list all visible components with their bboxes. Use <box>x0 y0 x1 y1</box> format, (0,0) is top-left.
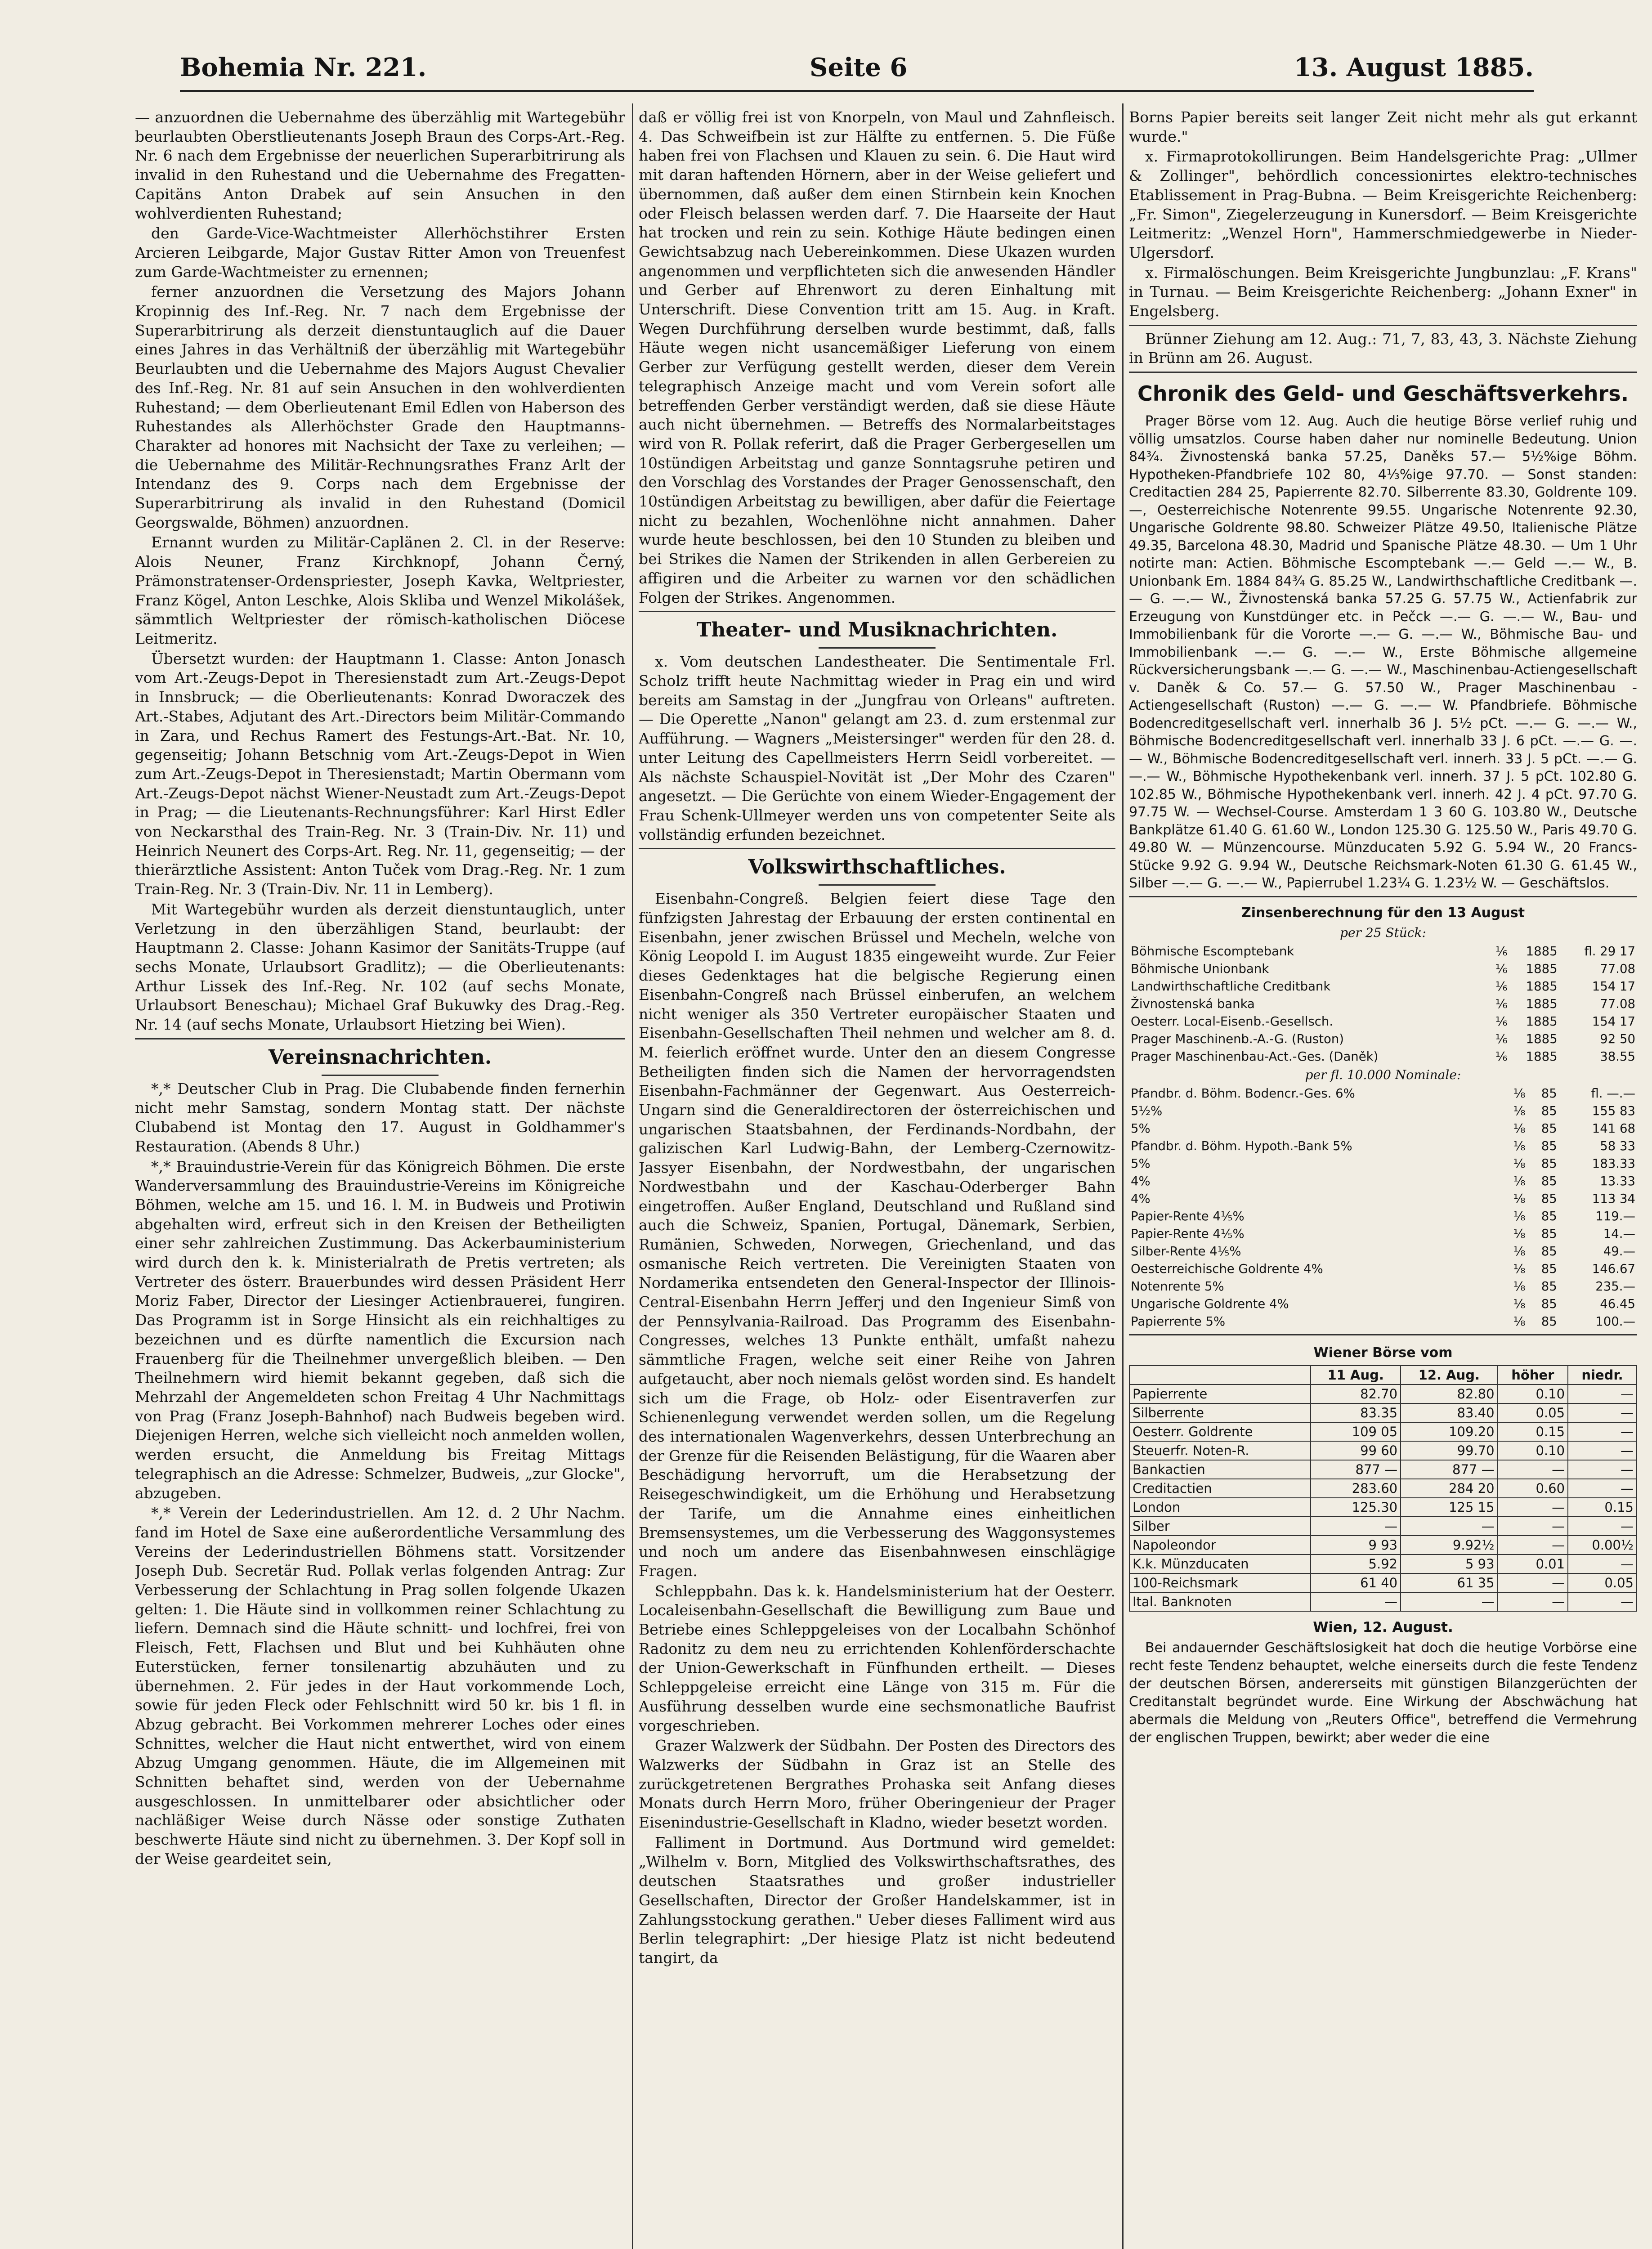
section-heading: Vereinsnachrichten. <box>268 1045 492 1069</box>
security-name: Živnostenská banka <box>1131 997 1255 1012</box>
table-row <box>1129 1208 1637 1225</box>
security-name: Silber <box>1129 1517 1311 1536</box>
year: 85 <box>1541 1103 1557 1118</box>
year: 85 <box>1541 1261 1557 1276</box>
rate-cell: — <box>1401 1592 1497 1611</box>
table-row <box>1129 1048 1637 1066</box>
security-name: 4% <box>1131 1174 1151 1188</box>
table-row <box>1129 1120 1637 1138</box>
rate-cell: 0.00½ <box>1568 1536 1637 1555</box>
table-row <box>1129 1030 1637 1048</box>
paragraph: den Garde-Vice-Wachtmeister Allerhöchstihrer Ersten Arcieren Leibgarde, Major Gustav Ritter Amon von Treuenfest zum Garde-Wachtmeister zu ernennen; <box>135 224 625 281</box>
table-row <box>1129 995 1637 1013</box>
rate-cell: — <box>1568 1422 1637 1441</box>
fraction: ⅛ <box>1513 1296 1526 1311</box>
rate-cell: — <box>1498 1498 1568 1517</box>
paragraph: *,* Brauindustrie-Verein für das Königreich Böhmen. Die erste Wanderversammlung des Brauindustrie-Vereins im Königreiche Böhmen, welche am 15. und 16. l. M. in Budweis und Protiwin abgehalten wird, erfreut sich in den Kreisen der Betheiligten einer sehr zahlreichen Zustimmung. Das Ackerbauministerium wird durch den k. k. Ministerialrath de Pretis vertreten; als Vertreter des österr. Brauerbundes wird dessen Präsident Herr Moriz Faber, Director der Liesinger Actienbrauerei, fungiren. Das Programm ist in Sorge Hinsicht als ein reichhaltiges zu bezeichnen und es dürfte namentlich die Excursion nach Frauenberg für die Theilnehmer unvergeßlich bleiben. — Den Theilnehmern wird hiemit bekannt gegeben, daß sich die Mehrzahl der Angemeldeten schon Freitag 4 Uhr Nachmittags von Prag (Franz Joseph-Bahnhof) nach Budweis begeben wird. Diejenigen Herren, welche sich vielleicht noch anmelden wollen, werden ersucht, die Anmeldung bis Freitag Mittags telegraphisch an die Adresse: Schmelzer, Budweis, „zur Glocke", abzugeben. <box>135 1157 625 1502</box>
paragraph: Falliment in Dortmund. Aus Dortmund wird gemeldet: „Wilhelm v. Born, Mitglied des Volkswirthschaftsrathes, des deutschen Staatsrathes und großer industrieller Gesellschaften, Director der Großer Handelskammer, ist in Zahlungsstockung gerathen." Ueber dieses Falliment wird aus Berlin telegraphirt: „Der hiesige Platz ist nicht bedeutend tangirt, da <box>639 1833 1115 1967</box>
fraction: ⅙ <box>1495 1049 1508 1064</box>
interest-table-subtitle: per fl. 10.000 Nominale: <box>1305 1067 1461 1083</box>
rate-cell: 9 93 <box>1311 1536 1401 1555</box>
vienna-report: Bei andauernder Geschäftslosigkeit hat doch die heutige Vorbörse eine recht feste Tendenz behauptet, welche einerseits durch die feste Tendenz der deutschen Börsen, andererseits mit günstigen Bilanzgerüchten der Creditanstalt begründet wurde. Eine Wirkung der Abschwächung hat abermals die Meldung von „Reuters Office", betreffend die Vermehrung der englischen Truppen, bewirkt; aber weder die eine <box>1129 1640 1637 1746</box>
rate-cell: 877 — <box>1401 1460 1497 1479</box>
table-row <box>1129 1190 1637 1208</box>
rate-cell: — <box>1498 1536 1568 1555</box>
fraction: ⅛ <box>1513 1209 1526 1223</box>
fraction: ⅙ <box>1495 997 1508 1012</box>
security-name: Papier-Rente 4⅕% <box>1131 1226 1245 1241</box>
rate-cell: 99.70 <box>1401 1441 1497 1460</box>
year: 1885 <box>1526 1014 1558 1029</box>
fraction: ⅛ <box>1513 1121 1526 1136</box>
fraction: ⅛ <box>1513 1279 1526 1294</box>
rate-cell: 9.92½ <box>1401 1536 1497 1555</box>
rate-cell: 0.60 <box>1498 1479 1568 1498</box>
table-row <box>1129 1441 1637 1460</box>
rate-cell: 125.30 <box>1311 1498 1401 1517</box>
rate-cell: 0.10 <box>1498 1441 1568 1460</box>
section-rule <box>135 1038 625 1039</box>
rate-cell: 82.70 <box>1311 1384 1401 1403</box>
column-divider <box>1122 103 1124 2249</box>
vienna-report-title: Wien, 12. August. <box>1313 1619 1453 1636</box>
table-row <box>1129 978 1637 995</box>
security-name: 5½% <box>1131 1103 1163 1118</box>
rate-cell: — <box>1568 1460 1637 1479</box>
table-row <box>1129 1155 1637 1173</box>
rate-cell: 283.60 <box>1311 1479 1401 1498</box>
section-rule <box>639 611 1115 612</box>
table-row <box>1129 1243 1637 1260</box>
fraction: ⅙ <box>1495 979 1508 994</box>
security-name: Böhmische Escomptebank <box>1131 944 1294 959</box>
interest-value: 38.55 <box>1600 1049 1635 1064</box>
year: 85 <box>1541 1138 1557 1153</box>
interest-value: 141 68 <box>1592 1121 1635 1136</box>
vienna-exchange-title: Wiener Börse vom <box>1313 1344 1453 1361</box>
rate-cell: 83.40 <box>1401 1403 1497 1422</box>
security-name: Böhmische Unionbank <box>1131 962 1269 977</box>
paragraph: — anzuordnen die Uebernahme des überzählig mit Wartegebühr beurlaubten Oberstlieutenants Joseph Braun des Corps-Art.-Reg. Nr. 6 nach dem Ergebnisse der neuerlichen Superarbitrirung als invalid in den Ruhestand und die Uebernahme des Fregatten-Capitäns Anton Drabek auf sein Ansuchen in den wohlverdienten Ruhestand; <box>135 108 625 222</box>
security-name: Papier-Rente 4⅕% <box>1131 1209 1245 1223</box>
interest-value: 58 33 <box>1600 1138 1635 1153</box>
table-row <box>1129 1422 1637 1441</box>
interest-value: 113 34 <box>1592 1191 1635 1206</box>
fraction: ⅛ <box>1513 1156 1526 1171</box>
security-name: Oesterr. Local-Eisenb.-Gesellsch. <box>1131 1014 1334 1029</box>
year: 85 <box>1541 1086 1557 1101</box>
fraction: ⅛ <box>1513 1226 1526 1241</box>
column-2 <box>639 108 1115 2249</box>
interest-value: 183.33 <box>1592 1156 1635 1171</box>
interest-value: 13.33 <box>1600 1174 1635 1188</box>
section-heading: Volkswirthschaftliches. <box>748 856 1006 879</box>
table-row <box>1129 1536 1637 1555</box>
year: 85 <box>1541 1121 1557 1136</box>
section-rule <box>322 1075 439 1076</box>
table-row <box>1129 1460 1637 1479</box>
column-header: 12. Aug. <box>1401 1366 1497 1384</box>
page-number: Seite 6 <box>810 53 908 82</box>
column-3 <box>1129 108 1637 2249</box>
rate-cell: — <box>1498 1460 1568 1479</box>
security-name: 5% <box>1131 1121 1151 1136</box>
rate-cell: 83.35 <box>1311 1403 1401 1422</box>
table-row <box>1129 1138 1637 1155</box>
year: 85 <box>1541 1226 1557 1241</box>
year: 85 <box>1541 1244 1557 1259</box>
security-name: Silberrente <box>1129 1403 1311 1422</box>
security-name: 5% <box>1131 1156 1151 1171</box>
page-header <box>180 43 1534 92</box>
year: 85 <box>1541 1191 1557 1206</box>
section-rule <box>1129 372 1637 373</box>
rate-cell: 82.80 <box>1401 1384 1497 1403</box>
newspaper-title: Bohemia Nr. 221. <box>180 53 427 82</box>
rate-cell: 109 05 <box>1311 1422 1401 1441</box>
paragraph: *,* Verein der Lederindustriellen. Am 12. d. 2 Uhr Nachm. fand im Hotel de Saxe eine außerordentliche Versammlung des Vereins der Lederindustriellen Böhmens statt. Vorsitzender Joseph Dub. Secretär Rud. Pollak verlas folgenden Antrag: Zur Verbesserung der Schlachtung in Prag sollen folgende Ukazen gelten: 1. Die Häute sind in vollkommen reiner Schlachtung zu liefern. Demnach sind die Häute schnitt- und lochfrei, frei von Fleisch, Fett, Flachsen und Blut und bei Kuhhäuten ohne Euterstücken, ferner tonsilenartig abzuhäuten und zu übernehmen. 2. Für jedes in der Haut vorkommende Loch, sowie für jeden Fleck oder Fehlschnitt wird 50 kr. bis 1 fl. in Abzug gebracht. Bei Vorkommen mehrerer Loches oder eines Schnittes, welcher die Haut nicht entwerthet, wird von einem Abzug Umgang genommen. Häute, die im Allgemeinen mit Schnitten behaftet sind, werden von der Uebernahme ausgeschlossen. In unmittelbarer oder absichtlicher oder nachläßiger Weise durch Nässe oder sonstige Zuthaten beschwerte Häute sind nicht zu übernehmen. 3. Der Kopf soll in der Weise geardeitet sein, <box>135 1504 625 1868</box>
paragraph: Brünner Ziehung am 12. Aug.: 71, 7, 83, 43, 3. Nächste Ziehung in Brünn am 26. August. <box>1129 330 1637 367</box>
interest-value: 119.— <box>1595 1209 1635 1223</box>
column-1 <box>135 108 625 2249</box>
security-name: Ital. Banknoten <box>1129 1592 1311 1611</box>
interest-value: 155 83 <box>1592 1103 1635 1118</box>
security-name: K.k. Münzducaten <box>1129 1555 1311 1573</box>
table-row <box>1129 1173 1637 1190</box>
interest-table-subtitle: per 25 Stück: <box>1340 925 1426 941</box>
table-row <box>1129 1102 1637 1120</box>
fraction: ⅛ <box>1513 1244 1526 1259</box>
interest-table-shares <box>1129 943 1637 1066</box>
rate-cell: — <box>1311 1517 1401 1536</box>
table-row <box>1129 1313 1637 1331</box>
table-row <box>1129 1225 1637 1243</box>
section-rule <box>819 884 936 886</box>
table-row <box>1129 1278 1637 1295</box>
table-row <box>1129 1517 1637 1536</box>
rate-cell: 0.15 <box>1498 1422 1568 1441</box>
section-heading: Chronik des Geld- und Geschäftsverkehrs. <box>1137 381 1629 406</box>
fraction: ⅛ <box>1513 1138 1526 1153</box>
rate-cell: — <box>1498 1517 1568 1536</box>
rate-cell: 109.20 <box>1401 1422 1497 1441</box>
security-name: Oesterr. Goldrente <box>1129 1422 1311 1441</box>
paragraph: daß er völlig frei ist von Knorpeln, von Maul und Zahnfleisch. 4. Das Schweifbein ist zur Hälfte zu entfernen. 5. Die Füße haben frei von Flachsen und Klauen zu sein. 6. Die Haut wird mit daran haftenden Hörnern, aber in der Weise geliefert und übernommen, daß außer dem einen Stirnbein kein Knochen oder Fleisch belassen werden darf. 7. Die Haarseite der Haut hat trocken und rein zu sein. Kothige Häute bedingen einen Gewichtsabzug nach Uebereinkommen. Diese Ukazen wurden angenommen und verpflichteten sich die anwesenden Händler und Gerber auf Ehrenwort zu deren Einhaltung mit Unterschrift. Diese Convention tritt am 15. Aug. in Kraft. Wegen Durchführung derselben wurde bestimmt, daß, falls Häute wegen nicht usancemäßiger Lieferung von einem Gerber zur Verfügung gestellt werden, dieser dem Verein telegraphisch Anzeige macht und vom Verein sofort alle betreffenden Gerber verständigt werden, daß sie diese Häute auch nicht übernehmen. — Betreffs des Normalarbeitstages wird von R. Pollak referirt, daß die Prager Gerbergesellen um 10stündigen Arbeitstag und ganze Sonntagsruhe petiren und den Vorschlag des Vorstandes der Prager Genossenschaft, den 10stündigen Arbeitstag zu bewilligen, aber dafür die Feiertage nicht zu bezahlen, Wochenlöhne nicht annahmen. Daher wurde heute beschlossen, bei den 10 Stunden zu bleiben und bei Strikes die Namen der Strikenden in allen Gerbereien zu affigiren und die Arbeiter zu warnen vor den schädlichen Folgen der Strikes. Angenommen. <box>639 108 1115 606</box>
vienna-exchange-table <box>1129 1365 1637 1612</box>
table-row <box>1129 1384 1637 1403</box>
security-name: 100-Reichsmark <box>1129 1573 1311 1592</box>
paragraph: x. Firmalöschungen. Beim Kreisgerichte Jungbunzlau: „F. Krans" in Turnau. — Beim Kreisgerichte Reichenberg: „Johann Exner" in Engelsberg. <box>1129 264 1637 320</box>
table-row <box>1129 1013 1637 1030</box>
fraction: ⅛ <box>1513 1261 1526 1276</box>
table-row <box>1129 960 1637 978</box>
year: 1885 <box>1526 979 1558 994</box>
year: 85 <box>1541 1209 1557 1223</box>
security-name: Oesterreichische Goldrente 4% <box>1131 1261 1323 1276</box>
interest-value: fl. —.— <box>1591 1086 1635 1101</box>
paragraph: ferner anzuordnen die Versetzung des Majors Johann Kropinnig des Inf.-Reg. Nr. 7 nach dem Ergebnisse der Superarbitrirung als derzeit dienstuntauglich auf die Dauer eines Jahres in das Verhältniß der überzählig mit Wartegebühr Beurlaubten und die Uebernahme des Majors August Chevalier des Inf.-Reg. Nr. 81 auf sein Ansuchen in den wohlverdienten Ruhestand; — dem Oberlieutenant Emil Edlen von Haberson des Ruhestandes als Allerhöchster Grade den Hauptmanns-Charakter ad honores mit Nachsicht der Taxe zu verleihen; — die Uebernahme des Militär-Rechnungsrathes Franz Arlt der Intendanz des 9. Corps nach dem Ergebnisse der Superarbitrirung als invalid in den Ruhestand (Domicil Georgswalde, Böhmen) anzuordnen. <box>135 283 625 531</box>
table-row <box>1129 1479 1637 1498</box>
table-row <box>1129 1295 1637 1313</box>
interest-value: 146.67 <box>1592 1261 1635 1276</box>
market-report: Prager Börse vom 12. Aug. Auch die heutige Börse verlief ruhig und völlig umsatzlos. Course haben daher nur nominelle Bedeutung. Union 84¾. Živnostenská banka 57.25, Daněks 57.— 5½%ige Böhm. Hypotheken-Pfandbriefe 102 80, 4⅓%ige 97.70. — Sonst standen: Creditactien 284 25, Papierrente 82.70. Silberrente 83.30, Goldrente 109.—, Oesterreichische Notenrente 99.55. Ungarische Notenrente 92.30, Ungarische Goldrente 98.80. Schweizer Plätze 49.50, Italienische Plätze 49.35, Barcelona 48.30, Madrid und Spanische Plätze 48.30. — Um 1 Uhr notirte man: Actien. Böhmische Escomptebank —.— Geld —.— W., B. Unionbank Em. 1884 84¾ G. 85.25 W., Landwirthschaftliche Creditbank —.— G. —.— W., Živnostenská banka 57.25 G. 57.75 W., Actienfabrik zur Erzeugung von Kunstdünger etc. in Pečck —.— G. —.— W., Bau- und Immobilienbank für die Vororte —.— G. —.— W., Böhmische Bau- und Immobilienbank —.— G. —.— W., Erste Böhmische allgemeine Rückversicherungsbank —.— G. —.— W., Maschinenbau-Actiengesellschaft v. Daněk & Co. 57.— G. 57.50 W., Prager Maschinenbau - Actiengesellschaft (Ruston) —.— G. —.— W. Pfandbriefe. Böhmische Bodencreditgesellschaft verl. innerhalb 36 J. 5½ pCt. —.— G. —.— W., Böhmische Bodencreditgesellschaft verl. innerhalb 33 J. 6 pCt. —.— G. —.— W., Böhmische Bodencreditgesellschaft verl. innerh. 33 J. 5 pCt. —.— G. —.— W., Böhmische Hypothekenbank verl. innerh. 37 J. 5 pCt. 102.80 G. 102.85 W., Böhmische Hypothekenbank verl. innerh. 42 J. 4 pCt. 97.70 G. 97.75 W. — Wechsel-Course. Amsterdam 1 3 60 G. 103.80 W., Deutsche Bankplätze 61.40 G. 61.60 W., London 125.30 G. 125.50 W., Paris 49.70 G. 49.80 W. — Münzencourse. Münzducaten 5.92 G. 5.94 W., 20 Francs-Stücke 9.92 G. 9.94 W., Deutsche Reichsmark-Noten 61.30 G. 61.45 W., Silber —.— G. —.— W., Papierrubel 1.23¼ G. 1.23½ W. — Geschäftslos. <box>1129 413 1637 892</box>
security-name: London <box>1129 1498 1311 1517</box>
rate-cell: 284 20 <box>1401 1479 1497 1498</box>
column-header: 11 Aug. <box>1311 1366 1401 1384</box>
section-rule <box>819 647 936 649</box>
year: 1885 <box>1526 997 1558 1012</box>
rate-cell: 0.05 <box>1498 1403 1568 1422</box>
security-name: Papierrente <box>1129 1384 1311 1403</box>
paragraph: Borns Papier bereits seit langer Zeit nicht mehr als gut erkannt wurde." <box>1129 108 1637 145</box>
interest-value: 235.— <box>1595 1279 1635 1294</box>
security-name: Silber-Rente 4⅕% <box>1131 1244 1241 1259</box>
security-name: Pfandbr. d. Böhm. Bodencr.-Ges. 6% <box>1131 1086 1355 1101</box>
table-row <box>1129 943 1637 960</box>
rate-cell: — <box>1568 1384 1637 1403</box>
rate-cell: — <box>1311 1592 1401 1611</box>
rate-cell: 0.01 <box>1498 1555 1568 1573</box>
paragraph: Übersetzt wurden: der Hauptmann 1. Classe: Anton Jonasch vom Art.-Zeugs-Depot in Theresienstadt zum Art.-Zeugs-Depot in Innsbruck; — die Oberlieutenants: Konrad Dworaczek des Art.-Stabes, Adjutant des Art.-Directors beim Militär-Commando in Zara, und Rechus Ramert des Festungs-Art.-Bat. Nr. 10, gegenseitig; Johann Betschnig vom Art.-Zeugs-Depot in Wien zum Art.-Zeugs-Depot in Theresienstadt; Martin Obermann vom Art.-Zeugs-Depot nächst Wiener-Neustadt zum Art.-Zeugs-Depot in Prag; — die Lieutenants-Rechnungsführer: Karl Hirst Edler von Neckarsthal des Train-Reg. Nr. 3 (Train-Div. Nr. 11) und Heinrich Neunert des Corps-Art. Reg. Nr. 11, gegenseitig; — der thierärztliche Assistent: Anton Tuček vom Drag.-Reg. Nr. 1 zum Train-Reg. Nr. 3 (Train-Div. Nr. 11 in Lemberg). <box>135 650 625 898</box>
fraction: ⅙ <box>1495 1014 1508 1029</box>
rate-cell: 61 40 <box>1311 1573 1401 1592</box>
rate-cell: 0.10 <box>1498 1384 1568 1403</box>
rate-cell: — <box>1498 1592 1568 1611</box>
interest-value: 49.— <box>1603 1244 1635 1259</box>
column-divider <box>632 103 633 2249</box>
fraction: ⅛ <box>1513 1086 1526 1101</box>
fraction: ⅙ <box>1495 962 1508 977</box>
security-name: Creditactien <box>1129 1479 1311 1498</box>
section-rule <box>1129 1334 1637 1335</box>
interest-table-title: Zinsenberechnung für den 13 August <box>1241 905 1525 921</box>
fraction: ⅙ <box>1495 1032 1508 1047</box>
security-name: Steuerfr. Noten-R. <box>1129 1441 1311 1460</box>
security-name: Bankactien <box>1129 1460 1311 1479</box>
section-rule <box>1129 325 1637 326</box>
interest-table-bonds <box>1129 1085 1637 1331</box>
year: 85 <box>1541 1279 1557 1294</box>
fraction: ⅛ <box>1513 1314 1526 1329</box>
fraction: ⅙ <box>1495 944 1508 959</box>
section-rule <box>1129 896 1637 897</box>
paragraph: Ernannt wurden zu Militär-Caplänen 2. Cl. in der Reserve: Alois Neuner, Franz Kirchknopf, Johann Černý, Prämonstratenser-Ordenspriester, Joseph Kavka, Weltpriester, Franz Kögel, Anton Leschke, Alois Skliba und Wenzel Mikolášek, sämmtlich Weltpriester der römisch-katholischen Diöcese Leitmeritz. <box>135 533 625 647</box>
paragraph: *,* Deutscher Club in Prag. Die Clubabende finden fernerhin nicht mehr Samstag, sondern Montag statt. Der nächste Clubabend ist Montag den 17. August in Goldhammer's Restauration. (Abends 8 Uhr.) <box>135 1080 625 1155</box>
year: 1885 <box>1526 1049 1558 1064</box>
section-rule <box>639 848 1115 849</box>
rate-cell: 5.92 <box>1311 1555 1401 1573</box>
rate-cell: — <box>1568 1479 1637 1498</box>
security-name: Napoleondor <box>1129 1536 1311 1555</box>
fraction: ⅛ <box>1513 1174 1526 1188</box>
year: 85 <box>1541 1296 1557 1311</box>
interest-value: 77.08 <box>1600 962 1635 977</box>
rate-cell: — <box>1498 1573 1568 1592</box>
table-row <box>1129 1555 1637 1573</box>
interest-value: 92 50 <box>1600 1032 1635 1047</box>
interest-value: 154 17 <box>1592 979 1635 994</box>
column-header <box>1129 1366 1311 1384</box>
year: 1885 <box>1526 944 1558 959</box>
interest-value: 14.— <box>1603 1226 1635 1241</box>
year: 85 <box>1541 1156 1557 1171</box>
year: 85 <box>1541 1174 1557 1188</box>
paragraph: Grazer Walzwerk der Südbahn. Der Posten des Directors des Walzwerks der Südbahn in Graz ist an Stelle des zurückgetretenen Bergrathes Prohaska seit Anfang dieses Monats durch Herrn Moro, früher Oberingenieur der Prager Eisenindustrie-Gesellschaft in Kladno, wieder besetzt worden. <box>639 1737 1115 1832</box>
issue-date: 13. August 1885. <box>1294 53 1534 82</box>
security-name: Prager Maschinenb.-A.-G. (Ruston) <box>1131 1032 1344 1047</box>
security-name: Ungarische Goldrente 4% <box>1131 1296 1289 1311</box>
year: 85 <box>1541 1314 1557 1329</box>
paragraph: x. Vom deutschen Landestheater. Die Sentimentale Frl. Scholz trifft heute Nachmittag wieder in Prag ein und wird bereits am Samstag in der „Jungfrau von Orleans" auftreten. — Die Operette „Nanon" gelangt am 23. d. zum erstenmal zur Aufführung. — Wagners „Meistersinger" werden für den 28. d. unter Leitung des Capellmeisters Herrn Seidl vorbereitet. — Als nächste Schauspiel-Novität ist „Der Mohr des Czaren" angesetzt. — Die Gerüchte von einem Wieder-Engagement der Frau Schenk-Ullmeyer werden uns von competenter Seite als vollständig erfunden bezeichnet. <box>639 653 1115 843</box>
column-header: höher <box>1498 1366 1568 1384</box>
paragraph: Schleppbahn. Das k. k. Handelsministerium hat der Oesterr. Localeisenbahn-Gesellschaft die Bewilligung zum Baue und Betriebe eines Schleppgeleises von der Localbahn Schönhof Radonitz zu dem neu zu errichtenden Kohlenförderschachte der Union-Gewerkschaft in Fünfhunden ertheilt. — Dieses Schleppgeleise erreicht eine Länge von 315 m. Für die Ausführung desselben wurde eine sechsmonatliche Baufrist vorgeschrieben. <box>639 1582 1115 1734</box>
rate-cell: 0.15 <box>1568 1498 1637 1517</box>
fraction: ⅛ <box>1513 1103 1526 1118</box>
year: 1885 <box>1526 962 1558 977</box>
security-name: Landwirthschaftliche Creditbank <box>1131 979 1331 994</box>
paragraph: Eisenbahn-Congreß. Belgien feiert diese Tage den fünfzigsten Jahrestag der Erbauung der ersten continental en Eisenbahn, jener zwischen Brüssel und Mecheln, welche von König Leopold I. im August 1835 eingeweiht wurde. Zur Feier dieses Gedenktages hat die belgische Regierung einen Eisenbahn-Congreß nach Brüssel einberufen, an welchem nicht weniger als 350 Vertreter europäischer Staaten und Eisenbahn-Gesellschaften Theil nehmen und welcher am 8. d. M. feierlich eröffnet wurde. Unter den an diesem Congresse Betheiligten finden sich die Namen der hervorragendsten Eisenbahn-Fachmänner der Gegenwart. Aus Oesterreich-Ungarn sind die Generaldirectoren der österreichischen und ungarischen Staatsbahnen, der Ferdinands-Nordbahn, der galizischen Karl Ludwig-Bahn, der Lemberg-Czernowitz-Jassyer Eisenbahn, der Nordwestbahn, der ungarischen Nordwestbahn und der Kaschau-Oderberger Bahn eingetroffen. Außer England, Deutschland und Rußland sind auch die Schweiz, Spanien, Portugal, Dänemark, Serbien, Rumänien, Schweden, Norwegen, Griechenland, und das osmanische Reich vertreten. Die Vereinigten Staaten von Nordamerika entsendeten den General-Inspector der Illinois-Central-Eisenbahn Herrn Jefferj und den Ingenieur Simß von der Pennsylvania-Railroad. Das Programm des Eisenbahn-Congresses, welches 13 Punkte enthält, umfaßt nahezu sämmtliche Fragen, welche seit einer Reihe von Jahren aufgetaucht, aber noch niemals gelöst worden sind. Es handelt sich um die Frage, ob Holz- oder Eisentraverfen zur Schienenlegung verwendet werden sollen, um die Regelung des internationalen Wagenverkehrs, dessen Unterbrechung an der Grenze für die Reisenden Belästigung, für die Waaren aber Beschädigung hervorruft, um die Herabsetzung der Reisegeschwindigkeit, um die Erhöhung und Herabsetzung der Tarife, um die Annahme eines einheitlichen Bremsensystemes, um die Verbesserung des Waggonsystemes und noch um andere das Eisenbahnwesen einschlägige Fragen. <box>639 890 1115 1580</box>
rate-cell: — <box>1401 1517 1497 1536</box>
rate-cell: — <box>1568 1441 1637 1460</box>
paragraph: Mit Wartegebühr wurden als derzeit dienstuntauglich, unter Verletzung in den überzähligen Stand, beurlaubt: der Hauptmann 2. Classe: Johann Kasimor der Sanitäts-Truppe (auf sechs Monate, Urlaubsort Gradlitz); — die Oberlieutenants: Arthur Lissek des Inf.-Reg. Nr. 102 (auf sechs Monate, Urlaubsort Beneschau); Michael Graf Bukuwky des Drag.-Reg. Nr. 14 (auf sechs Monate, Urlaubsort Hietzing bei Wien). <box>135 900 625 1034</box>
rate-cell: 99 60 <box>1311 1441 1401 1460</box>
rate-cell: — <box>1568 1555 1637 1573</box>
table-row <box>1129 1260 1637 1278</box>
interest-value: 100.— <box>1595 1314 1635 1329</box>
security-name: Notenrente 5% <box>1131 1279 1224 1294</box>
interest-value: 154 17 <box>1592 1014 1635 1029</box>
year: 1885 <box>1526 1032 1558 1047</box>
security-name: Prager Maschinenbau-Act.-Ges. (Daněk) <box>1131 1049 1379 1064</box>
table-row <box>1129 1085 1637 1102</box>
table-row <box>1129 1573 1637 1592</box>
rate-cell: 877 — <box>1311 1460 1401 1479</box>
rate-cell: 5 93 <box>1401 1555 1497 1573</box>
section-heading: Theater- und Musiknachrichten. <box>696 618 1058 642</box>
rate-cell: 125 15 <box>1401 1498 1497 1517</box>
security-name: 4% <box>1131 1191 1151 1206</box>
interest-value: fl. 29 17 <box>1584 944 1635 959</box>
paragraph: x. Firmaprotokollirungen. Beim Handelsgerichte Prag: „Ullmer & Zollinger", behördlich concessionirtes elektro-technisches Etablissement in Prag-Bubna. — Beim Kreisgerichte Reichenberg: „Fr. Simon", Ziegelerzeugung in Kunersdorf. — Beim Kreisgerichte Leitmeritz: „Wenzel Horn", Hammerschmiedgewerbe in Nieder-Ulgersdorf. <box>1129 148 1637 261</box>
interest-value: 77.08 <box>1600 997 1635 1012</box>
table-row <box>1129 1592 1637 1611</box>
table-row <box>1129 1403 1637 1422</box>
security-name: Papierrente 5% <box>1131 1314 1226 1329</box>
rate-cell: — <box>1568 1592 1637 1611</box>
table-row <box>1129 1498 1637 1517</box>
rate-cell: 0.05 <box>1568 1573 1637 1592</box>
header-rule <box>180 90 1534 92</box>
column-header: niedr. <box>1568 1366 1637 1384</box>
rate-cell: 61 35 <box>1401 1573 1497 1592</box>
rate-cell: — <box>1568 1403 1637 1422</box>
security-name: Pfandbr. d. Böhm. Hypoth.-Bank 5% <box>1131 1138 1352 1153</box>
rate-cell: — <box>1568 1517 1637 1536</box>
fraction: ⅛ <box>1513 1191 1526 1206</box>
interest-value: 46.45 <box>1600 1296 1635 1311</box>
